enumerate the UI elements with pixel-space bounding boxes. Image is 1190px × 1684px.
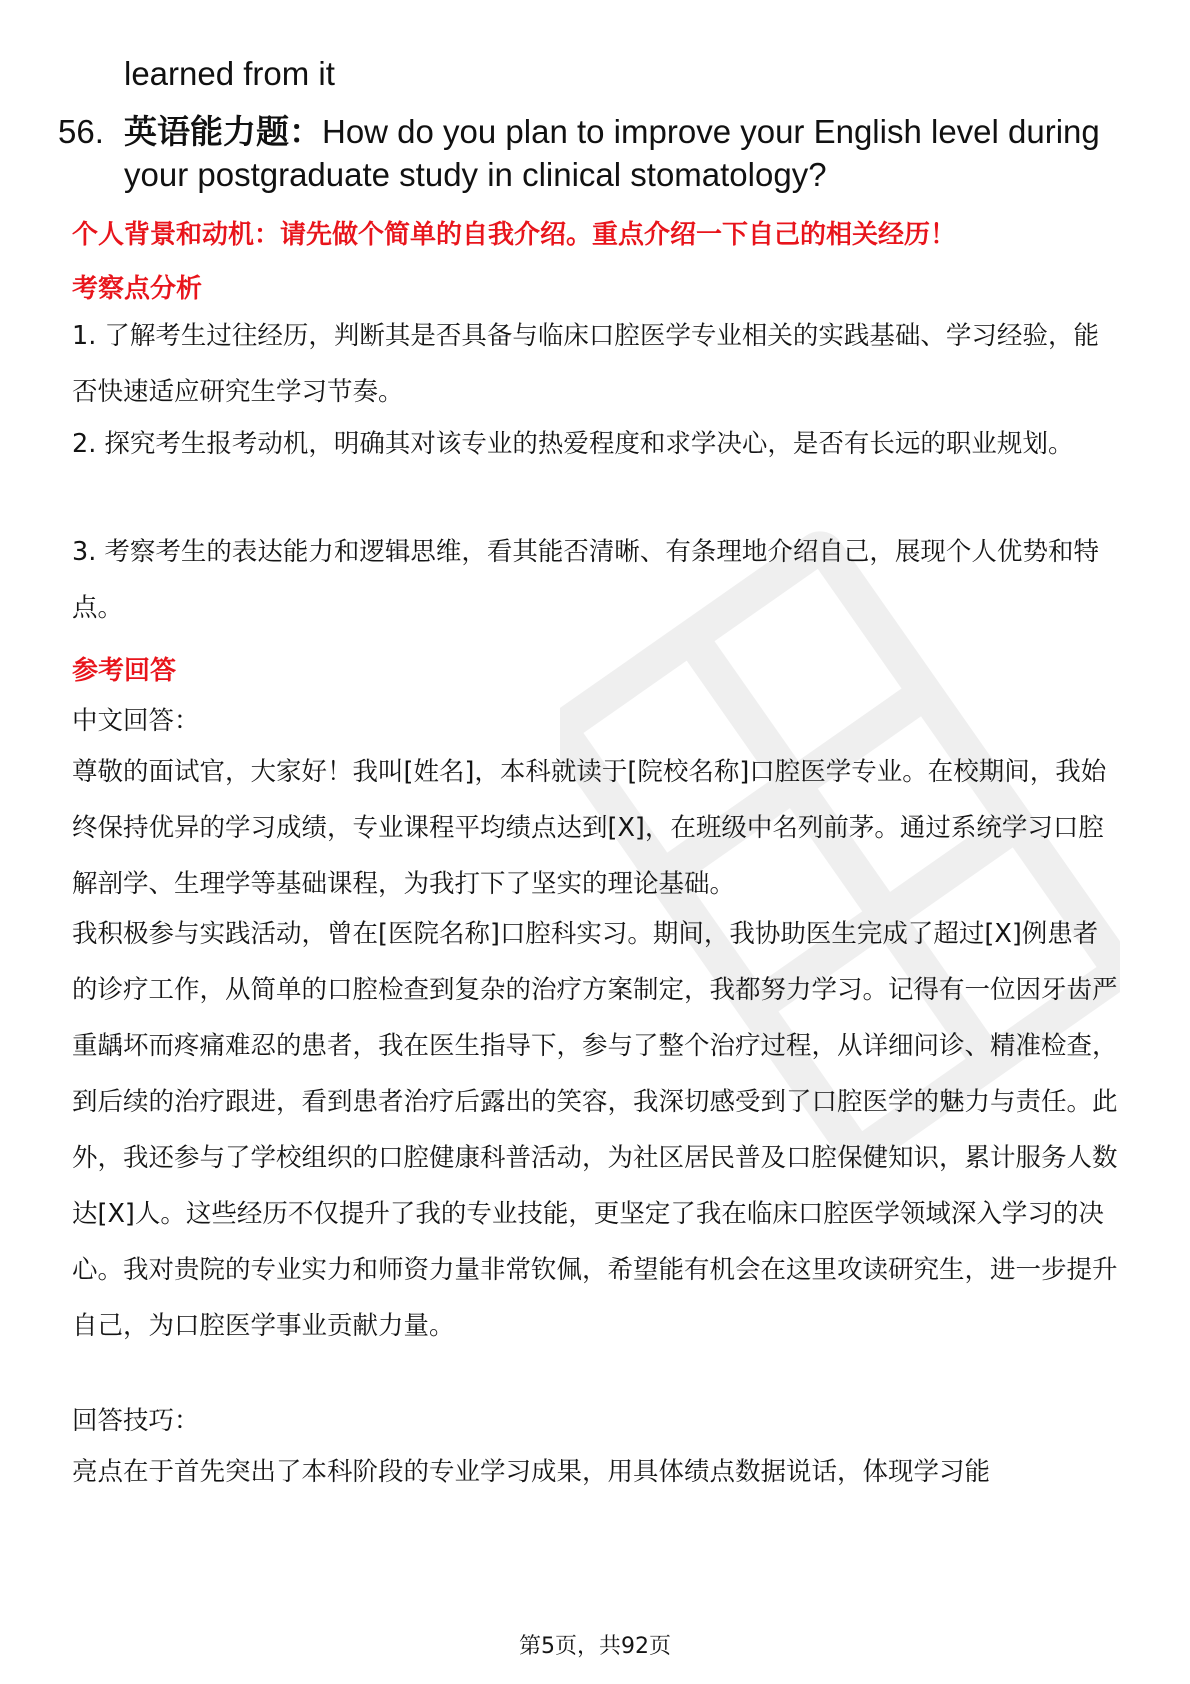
analysis-point-2: 2. 探究考生报考动机，明确其对该专业的热爱程度和求学决心，是否有长远的职业规划。 [72, 429, 1074, 459]
answer-paragraph-2: 我积极参与实践活动，曾在[医院名称]口腔科实习。期间，我协助医生完成了超过[X]例患者的诊疗工作，从简单的口腔检查到复杂的治疗方案制定，我都努力学习。记得有一位因牙齿严重龋坏而疼痛难忍的患者，我在医生指导下，参与了整个治疗过程，从详细问诊、精准检查，到后续的治疗跟进，看到患者治疗后露出的笑容，我深切感受到了口腔医学的魅力与责任。此外，我还参与了学校组织的口腔健康科普活动，为社区居民普及口腔保健知识，累计服务人数达[X]人。这些经历不仅提升了我的专业技能，更坚定了我在临床口腔医学领域深入学习的决心。我对贵院的专业实力和师资力量非常钦佩，希望能有机会在这里攻读研究生，进一步提升自己，为口腔医学事业贡献力量。 [72, 919, 1118, 1341]
reference-title: 参考回答 [72, 656, 177, 686]
chinese-answer-label: 中文回答： [72, 706, 200, 736]
tips-text: 亮点在于首先突出了本科阶段的专业学习成果，用具体绩点数据说话，体现学习能 [72, 1457, 991, 1487]
question-text: How do you plan to improve your English level during your postgraduate study in clinical stomatology? [124, 113, 1100, 193]
question-number: 56. [58, 113, 104, 150]
tips-label: 回答技巧： [72, 1406, 200, 1436]
section-title: 个人背景和动机：请先做个简单的自我介绍。重点介绍一下自己的相关经历！ [72, 220, 957, 250]
analysis-point-3: 3. 考察考生的表达能力和逻辑思维，看其能否清晰、有条理地介绍自己，展现个人优势和特点。 [72, 537, 1099, 623]
question-heading: 英语能力题： [124, 112, 322, 151]
page-footer: 第5页，共92页 [519, 1634, 671, 1659]
question-continuation: learned from it [124, 55, 335, 92]
question-text-block [124, 110, 1114, 196]
answer-paragraph-1: 尊敬的面试官，大家好！我叫[姓名]，本科就读于[院校名称]口腔医学专业。在校期间，我始终保持优异的学习成绩，专业课程平均绩点达到[X]，在班级中名列前茅。通过系统学习口腔解剖学、生理学等基础课程，为我打下了坚实的理论基础。 [72, 757, 1107, 899]
analysis-title: 考察点分析 [72, 274, 203, 304]
analysis-point-1: 1. 了解考生过往经历，判断其是否具备与临床口腔医学专业相关的实践基础、学习经验，能否快速适应研究生学习节奏。 [72, 321, 1099, 407]
